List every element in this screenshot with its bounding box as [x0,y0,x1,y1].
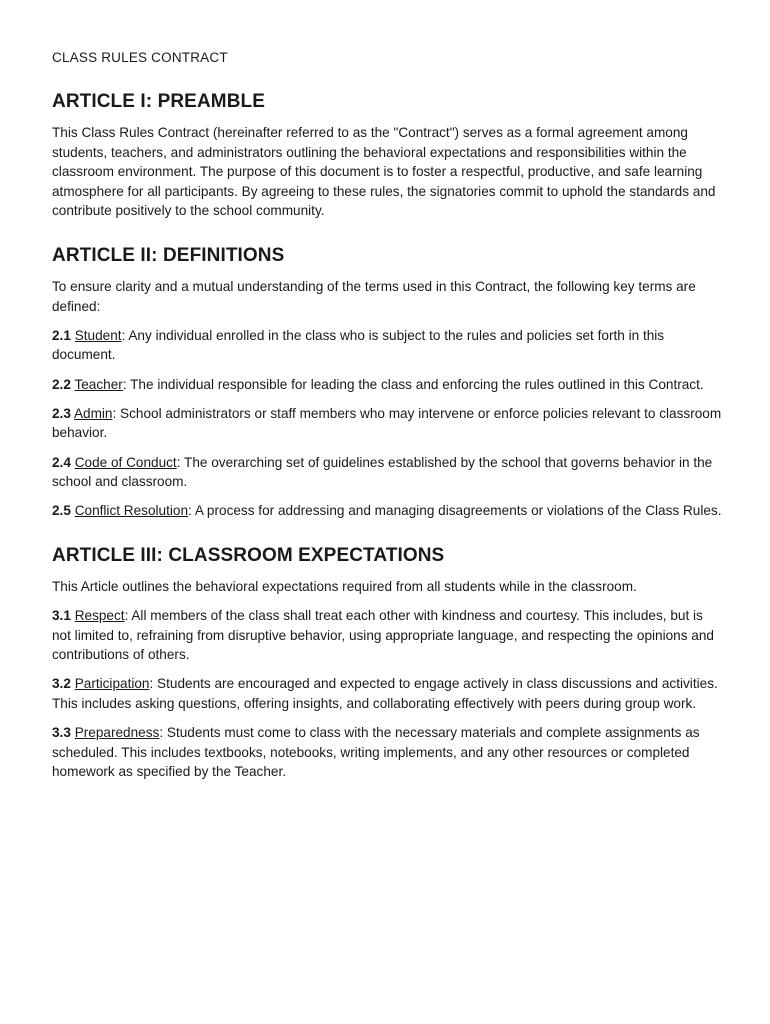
article-preamble [52,91,724,221]
clause-text: : The individual responsible for leading the class and enforcing the rules outlined in this Contract. [122,376,704,392]
definition-item [52,453,724,492]
defined-term: Preparedness [74,725,160,741]
article-definitions [52,245,724,521]
definition-item [52,375,724,395]
article-heading: ARTICLE I: PREAMBLE [52,91,266,112]
definition-item [52,404,724,443]
clause-text: : All members of the class shall treat each other with kindness and courtesy. This includes, but is not limited to, refraining from disruptive behavior, using appropriate language, and respecting the opinions and contributions of others. [52,608,714,663]
article-heading: ARTICLE II: DEFINITIONS [52,244,285,266]
defined-term: Teacher [74,376,123,392]
document-page [52,48,724,806]
clause-number: 3.1 [52,608,71,624]
expectation-item [52,606,724,665]
clause-text: : School administrators or staff members who may intervene or enforce policies relevant to classroom behavior. [52,405,722,441]
defined-term: Code of Conduct [74,454,177,470]
clause-text: : The overarching set of guidelines established by the school that governs behavior in the school and classroom. [52,454,713,490]
expectation-item [52,674,724,713]
definition-item [52,501,724,521]
clause-text: : Students are encouraged and expected to engage actively in class discussions and activities. This includes asking questions, offering insights, and collaborating effectively with peers during group work. [52,676,718,712]
clause-text: : Students must come to class with the necessary materials and complete assignments as scheduled. This includes textbooks, notebooks, writing implements, and any other resources or completed homework as specified by the Teacher. [52,725,700,780]
defined-term: Respect [74,608,125,624]
article-classroom-expectations [52,545,724,782]
clause-text: : Any individual enrolled in the class who is subject to the rules and policies set forth in this document. [52,327,665,363]
clause-text: : A process for addressing and managing disagreements or violations of the Class Rules. [188,503,722,519]
clause-number: 2.5 [52,503,71,519]
clause-number: 2.2 [52,376,71,392]
defined-term: Conflict Resolution [74,503,189,519]
article-body: This Class Rules Contract (hereinafter referred to as the "Contract") serves as a formal agreement among students, teachers, and administrators outlining the behavioral expectations and responsibilities within the classroom environment. The purpose of this document is to foster a respectful, productive, and safe learning atmosphere for all participants. By agreeing to these rules, the signatories commit to uphold the standards and contribute positively to the school community. [52,125,716,219]
defined-term: Participation [74,676,150,692]
article-intro: This Article outlines the behavioral expectations required from all students while in the classroom. [52,578,637,594]
clause-number: 2.1 [52,327,71,343]
defined-term: Student [74,327,122,343]
clause-number: 3.2 [52,676,71,692]
definition-item [52,326,724,365]
document-title: CLASS RULES CONTRACT [52,50,228,65]
clause-number: 2.4 [52,454,71,470]
defined-term: Admin [73,405,113,421]
article-heading: ARTICLE III: CLASSROOM EXPECTATIONS [52,544,445,566]
article-intro: To ensure clarity and a mutual understanding of the terms used in this Contract, the following key terms are defined: [52,278,696,314]
expectation-item [52,723,724,782]
clause-number: 2.3 [52,405,71,421]
clause-number: 3.3 [52,725,71,741]
